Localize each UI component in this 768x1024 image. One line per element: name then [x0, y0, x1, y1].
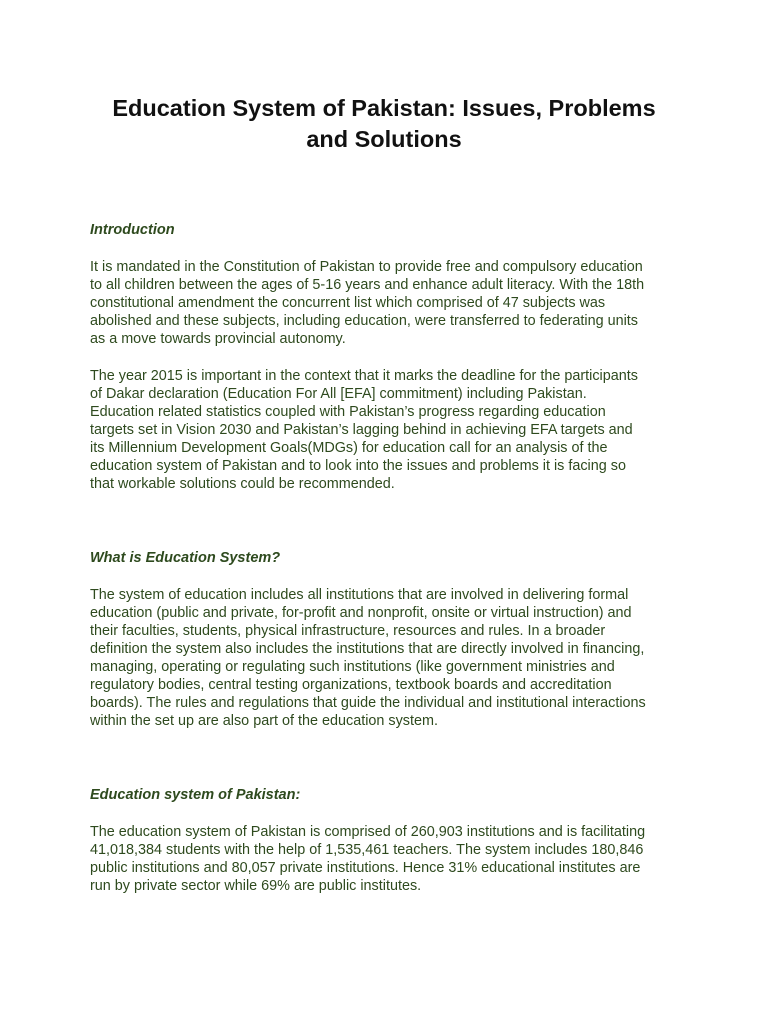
text-line: Education related statistics coupled with Pakistan’s progress regarding education: [90, 404, 606, 420]
text-line: public institutions and 80,057 private institutions. Hence 31% educational institutes are: [90, 860, 641, 876]
section-heading-introduction: Introduction: [90, 222, 175, 238]
text-line: The year 2015 is important in the context that it marks the deadline for the participants: [90, 368, 638, 384]
text-line: of Dakar declaration (Education For All [EFA] commitment) including Pakistan.: [90, 386, 587, 402]
introduction-paragraph-2: [90, 367, 690, 493]
text-line: managing, operating or regulating such institutions (like government ministries and: [90, 659, 615, 675]
text-line: to all children between the ages of 5-16 years and enhance adult literacy. With the 18th: [90, 277, 645, 293]
text-line: its Millennium Development Goals(MDGs) for education call for an analysis of the: [90, 440, 608, 456]
text-line: run by private sector while 69% are public institutes.: [90, 878, 422, 894]
text-line: their faculties, students, physical infrastructure, resources and rules. In a broader: [90, 623, 606, 639]
text-line: as a move towards provincial autonomy.: [90, 331, 346, 347]
text-line: education (public and private, for-profit and nonprofit, onsite or virtual instruction) and: [90, 605, 632, 621]
title-line: and Solutions: [306, 126, 462, 152]
section-heading-what-is-education-system: What is Education System?: [90, 550, 281, 566]
document-title: [80, 93, 688, 155]
text-line: definition the system also includes the institutions that are directly involved in financing,: [90, 641, 645, 657]
introduction-paragraph-1: [90, 258, 690, 348]
education-system-paragraph: [90, 586, 690, 730]
text-line: boards). The rules and regulations that guide the individual and institutional interactions: [90, 695, 646, 711]
text-line: 41,018,384 students with the help of 1,535,461 teachers. The system includes 180,846: [90, 842, 644, 858]
text-line: The education system of Pakistan is comprised of 260,903 institutions and is facilitating: [90, 824, 646, 840]
text-line: regulatory bodies, central testing organizations, textbook boards and accreditation: [90, 677, 612, 693]
pakistan-system-paragraph: [90, 823, 690, 895]
section-heading-education-system-of-pakistan: Education system of Pakistan:: [90, 787, 301, 803]
text-line: education system of Pakistan and to look into the issues and problems it is facing so: [90, 458, 626, 474]
text-line: The system of education includes all institutions that are involved in delivering formal: [90, 587, 629, 603]
text-line: targets set in Vision 2030 and Pakistan’s lagging behind in achieving EFA targets and: [90, 422, 633, 438]
text-line: that workable solutions could be recommended.: [90, 476, 395, 492]
title-line: Education System of Pakistan: Issues, Problems: [112, 95, 656, 121]
text-line: constitutional amendment the concurrent list which comprised of 47 subjects was: [90, 295, 606, 311]
text-line: abolished and these subjects, including education, were transferred to federating units: [90, 313, 638, 329]
text-line: It is mandated in the Constitution of Pakistan to provide free and compulsory education: [90, 259, 643, 275]
text-line: within the set up are also part of the education system.: [90, 713, 438, 729]
